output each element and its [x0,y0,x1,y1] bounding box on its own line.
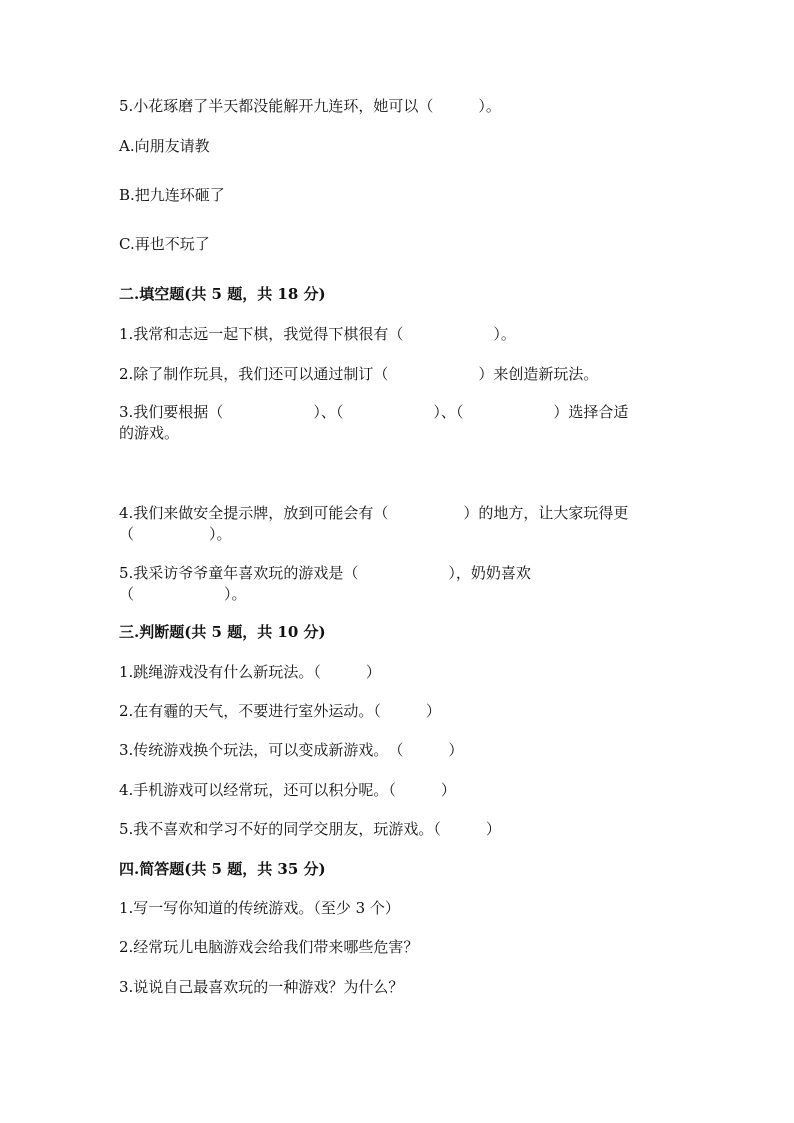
true-false-item: 3.传统游戏换个玩法，可以变成新游戏。 （ ） [119,741,464,759]
option-b: B.把九连环砸了 [119,186,225,204]
option-c: C.再也不玩了 [119,235,210,253]
true-false-item: 2.在有霾的天气，不要进行室外运动。（ ） [119,702,441,720]
fill-in-question-continued: （ ）。 [119,585,247,603]
fill-in-question: 4.我们来做安全提示牌，放到可能会有（ ）的地方，让大家玩得更 [119,504,629,522]
fill-in-question: 2.除了制作玩具，我们还可以通过制订（ ）来创造新玩法。 [119,365,599,383]
short-answer-item: 3.说说自己最喜欢玩的一种游戏？为什么？ [119,978,404,996]
fill-in-question-continued: 的游戏。 [119,424,180,442]
true-false-item: 1.跳绳游戏没有什么新玩法。（ ） [119,663,381,681]
option-a: A.向朋友请教 [119,137,210,155]
short-answer-item: 1.写一写你知道的传统游戏。（至少 3 个） [119,899,400,917]
fill-in-question-continued: （ ）。 [119,525,232,543]
section-heading-true-false: 三.判断题(共 5 题，共 10 分) [119,623,326,641]
fill-in-question: 5.我采访爷爷童年喜欢玩的游戏是（ ），奶奶喜欢 [119,564,531,582]
question-stem: 5.小花琢磨了半天都没能解开九连环，她可以（ ）。 [119,97,501,115]
true-false-item: 5.我不喜欢和学习不好的同学交朋友，玩游戏。（ ） [119,820,501,838]
fill-in-question: 1.我常和志远一起下棋，我觉得下棋很有（ ）。 [119,325,516,343]
section-heading-fill-in: 二.填空题(共 5 题，共 18 分) [119,285,326,303]
true-false-item: 4.手机游戏可以经常玩，还可以积分呢。（ ） [119,781,456,799]
section-heading-short-answer: 四.简答题(共 5 题，共 35 分) [119,860,326,878]
fill-in-question: 3.我们要根据（ ）、（ ）、（ ）选择合适 [119,403,629,421]
short-answer-item: 2.经常玩儿电脑游戏会给我们带来哪些危害？ [119,938,419,956]
